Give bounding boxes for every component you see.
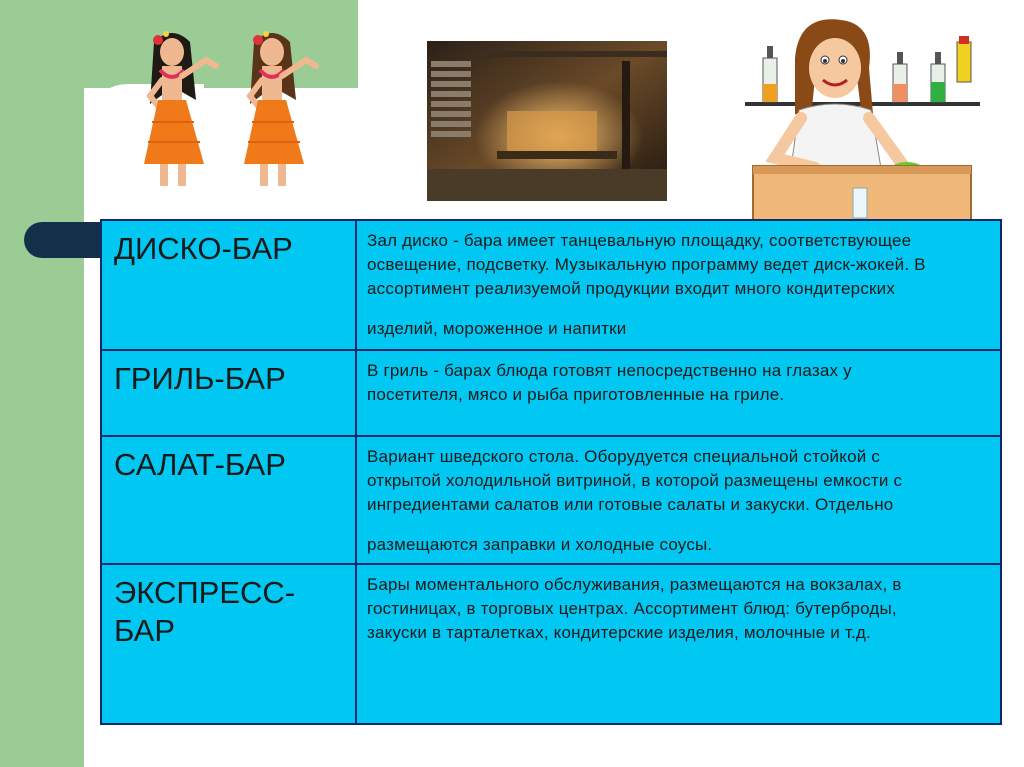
bar-interior-photo [427, 41, 667, 201]
table-row [101, 564, 1001, 724]
green-side-band [0, 0, 84, 767]
bar-type-description: Вариант шведского стола. Оборудуется специальной стойкой с открытой холодильной витриной, в которой размещены емкости с ингредиентами салатов или готовые салаты и закуски. Отдельно размещаются заправки и холодные соусы. [356, 436, 1001, 564]
bar-type-name: ГРИЛЬ-БАР [101, 350, 356, 436]
table-row [101, 350, 1001, 436]
bar-type-name: ДИСКО-БАР [101, 220, 356, 350]
bartender-illustration [745, 18, 980, 236]
bar-type-description: Бары моментального обслуживания, размещаются на вокзалах, в гостиницах, в торговых центрах. Ассортимент блюд: бутерброды, закуски в тарталетках, кондитерские изделия, молочные и т.д. [356, 564, 1001, 724]
bar-type-name: ЭКСПРЕСС- БАР [101, 564, 356, 724]
hula-dancers-illustration [120, 22, 340, 194]
bar-types-table [100, 219, 1002, 725]
table-row [101, 220, 1001, 350]
bar-type-description: Зал диско - бара имеет танцевальную площадку, соответствующее освещение, подсветку. Музыкальную программу ведет диск-жокей. В ассортимент реализуемой продукции входит много кондитерских изделий, мороженное и напитки [356, 220, 1001, 350]
bar-type-description: В гриль - барах блюда готовят непосредственно на глазах у посетителя, мясо и рыба приготовленные на гриле. [356, 350, 1001, 436]
bar-type-name: САЛАТ-БАР [101, 436, 356, 564]
table-row [101, 436, 1001, 564]
